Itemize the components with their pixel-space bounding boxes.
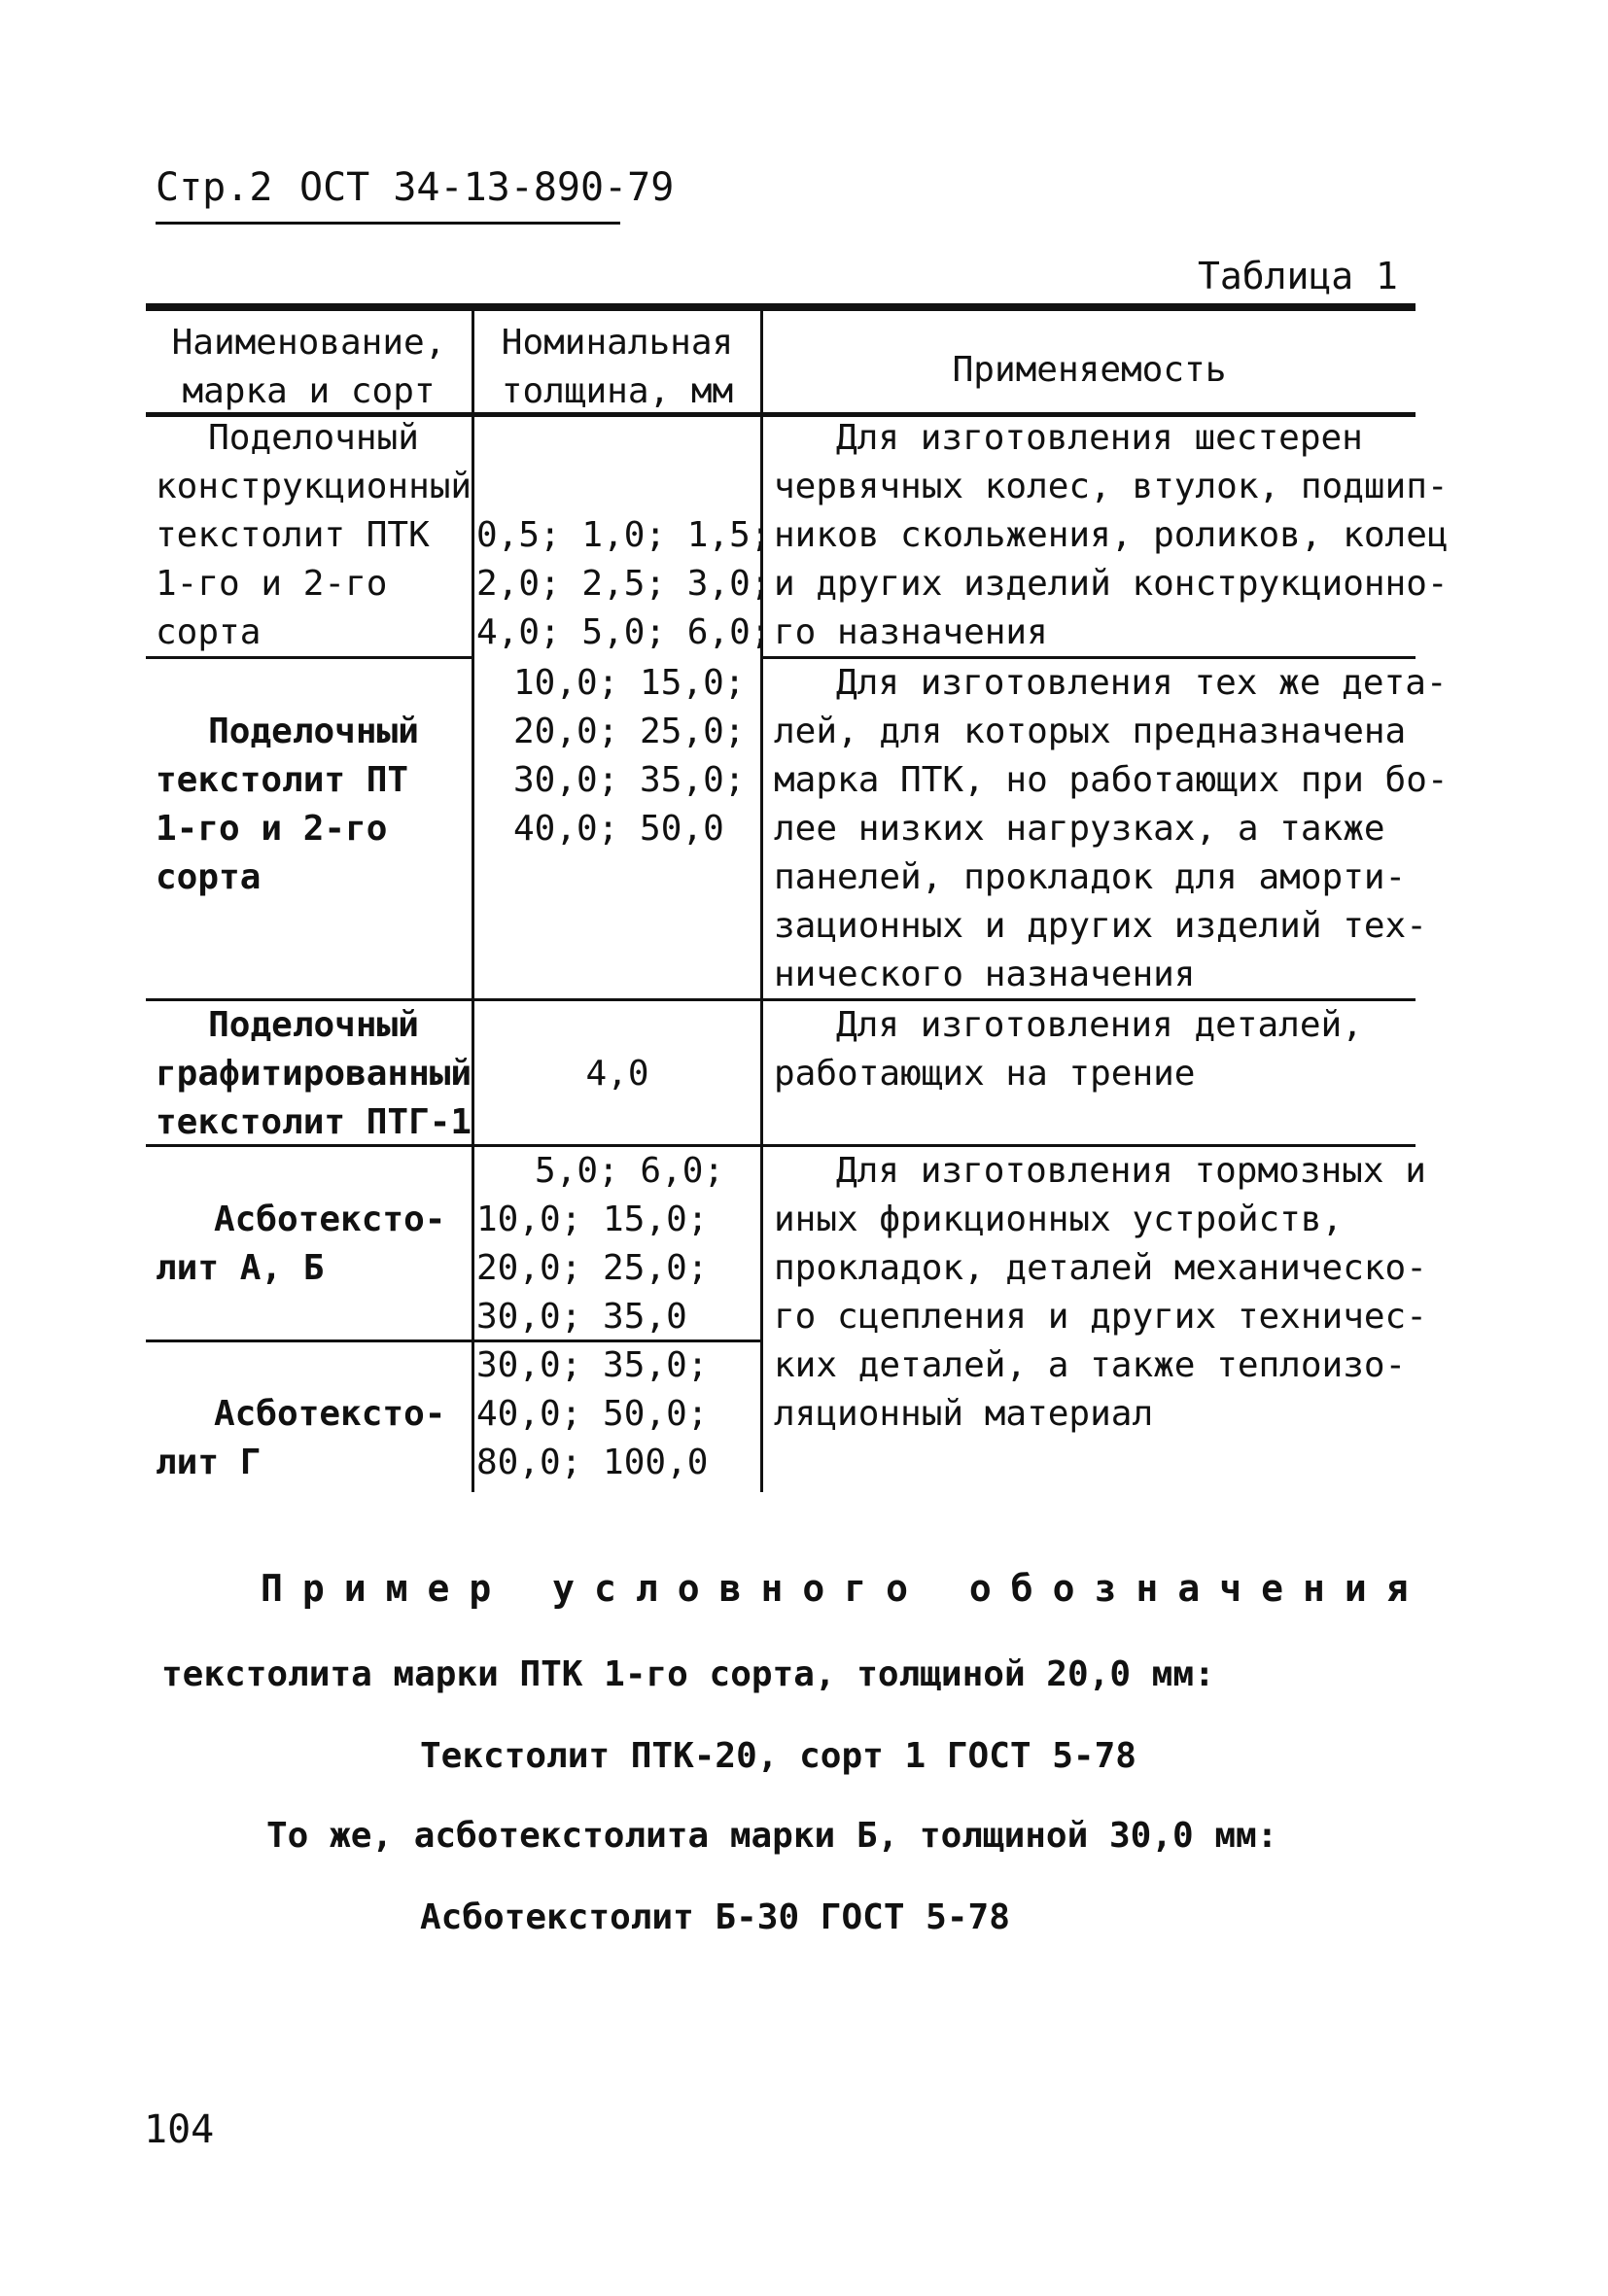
header-usage: Применяемость [952, 350, 1227, 390]
table-row-5-name: Асботексто- лит Г [156, 1394, 446, 1482]
table-row-3-usage: Для изготовления деталей, работающих на трение [774, 1005, 1363, 1094]
table-row-4-name: Асботексто- лит А, Б [156, 1200, 446, 1288]
example-line-3: То же, асботекстолита марки Б, толщиной 30,0 мм: [266, 1816, 1278, 1856]
table-row-1-usage: Для изготовления шестерен червячных колес, втулок, подшип- ников скольжения, роликов, колец и других изделий конструкционно- го назначения [774, 418, 1449, 652]
example-heading: Пример условного обозначения [261, 1567, 1428, 1610]
example-line-2: Текстолит ПТК-20, сорт 1 ГОСТ 5-78 [420, 1736, 1136, 1776]
table-row-5-thickness: 30,0; 35,0; 40,0; 50,0; 80,0; 100,0 [476, 1345, 709, 1482]
page-number: 104 [144, 2107, 215, 2152]
table-row-2-usage: Для изготовления тех же дета- лей, для которых предназначена марка ПТК, но работающих при бо- лее низких нагрузках, а также панелей, прокладок для аморти- зационных и других изделий тех- нического назначения [774, 663, 1449, 994]
standard-code: ОСТ 34-13-890-79 [299, 165, 675, 210]
page-label: Стр.2 [156, 165, 273, 210]
table-row-2-name: Поделочный текстолит ПТ 1-го и 2-го сорта [156, 712, 419, 897]
table-row-3-name: Поделочный графитированный текстолит ПТГ-1 [156, 1005, 472, 1142]
example-line-1: текстолита марки ПТК 1-го сорта, толщиной 20,0 мм: [161, 1654, 1215, 1694]
row-1-rule-name [146, 656, 472, 659]
header-name: Наименование, марка и сорт [171, 323, 446, 411]
table-row-3-thickness: 4,0 [585, 1054, 649, 1094]
header-thickness: Номинальная толщина, мм [501, 323, 734, 411]
header-underline [156, 222, 620, 225]
table-top-rule [146, 303, 1416, 311]
example-line-4: Асботекстолит Б-30 ГОСТ 5-78 [420, 1897, 1010, 1937]
table-row-4-usage: Для изготовления тормозных и иных фрикционных устройств, прокладок, деталей механическо- го сцепления и других техничес- ких деталей, а также теплоизо- ляционный материал [774, 1151, 1427, 1434]
table-row-1-name: Поделочный конструкционный текстолит ПТК 1-го и 2-го сорта [156, 418, 472, 652]
column-rule-1 [472, 309, 474, 1492]
table-row-4-thickness: 5,0; 6,0; 10,0; 15,0; 20,0; 25,0; 30,0; 35,0 [476, 1151, 725, 1337]
table-row-1-thickness: 0,5; 1,0; 1,5; 2,0; 2,5; 3,0; 4,0; 5,0; 6,0; [476, 515, 772, 652]
table-row-2-thickness: 10,0; 15,0; 20,0; 25,0; 30,0; 35,0; 40,0; 50,0 [513, 663, 746, 849]
table-title: Таблица 1 [1198, 255, 1398, 297]
